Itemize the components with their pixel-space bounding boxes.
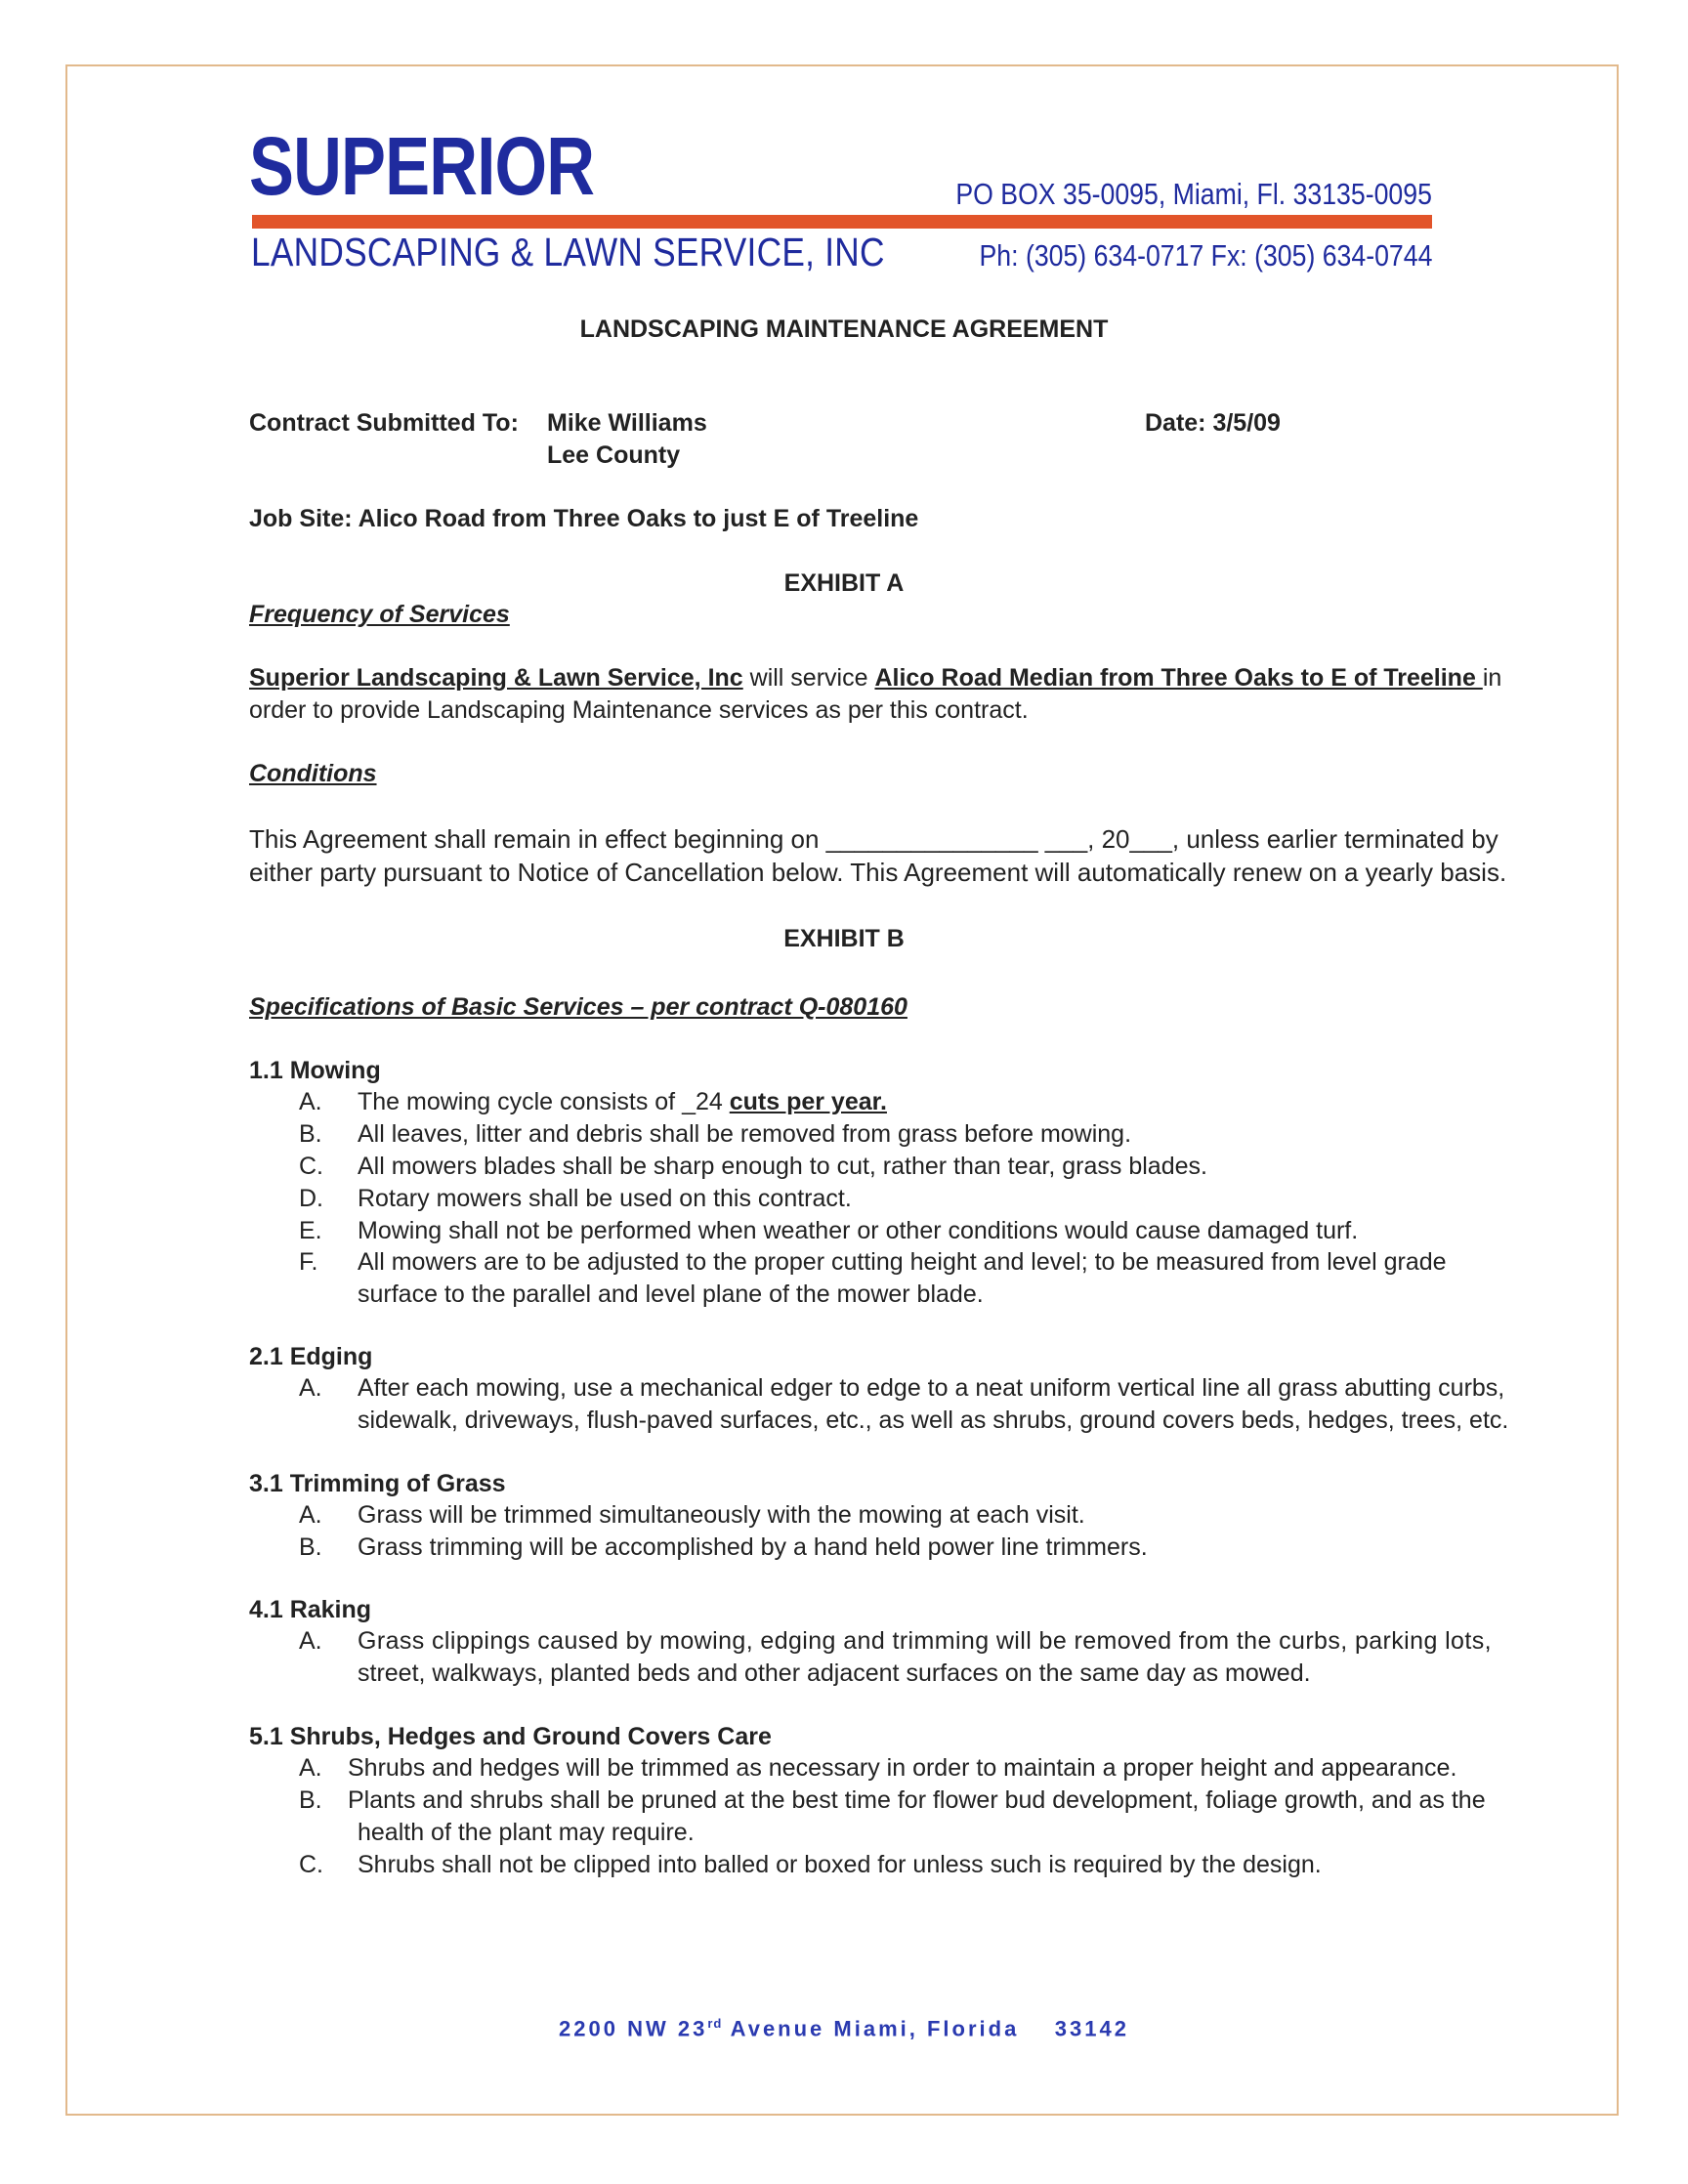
specifications-heading: Specifications of Basic Services – per contract Q-080160 [249,993,907,1021]
contract-date: Date: 3/5/09 [1145,409,1281,437]
mowing-item-e: Mowing shall not be performed when weather or other conditions would cause damaged turf. [358,1217,1359,1244]
phone-fax: Ph: (305) 634-0717 Fx: (305) 634-0744 [979,238,1432,273]
mowing-item-b: All leaves, litter and debris shall be removed from grass before mowing. [358,1120,1132,1148]
raking-item-a-line1: Grass clippings caused by mowing, edging and trimming will be removed from the curbs, parking lots, [358,1627,1492,1655]
will-service-text: will service [742,664,875,692]
edging-item-a-line2: sidewalk, driveways, flush-paved surfaces, etc., as well as shrubs, ground covers beds, hedges, trees, etc. [358,1407,1509,1434]
section-trimming-title: 3.1 Trimming of Grass [249,1470,506,1497]
section-shrubs-title: 5.1 Shrubs, Hedges and Ground Covers Care [249,1723,772,1750]
frequency-heading: Frequency of Services [249,601,510,628]
conditions-heading: Conditions [249,760,377,787]
contract-submitted-label: Contract Submitted To: [249,409,519,437]
shrubs-item-b-line1: Plants and shrubs shall be pruned at the best time for flower bud development, foliage growth, and as the [348,1786,1486,1814]
footer-address-ordinal: rd [707,2016,723,2031]
footer-address-street: 2200 NW 23 [559,2016,708,2041]
shrubs-item-b-line2: health of the plant may require. [358,1819,695,1846]
conditions-line1: This Agreement shall remain in effect beginning on _______________ ___, 20___, unless earlier terminated by [249,824,1498,854]
company-logo-wordmark: SUPERIOR [249,120,595,212]
company-name: Superior Landscaping & Lawn Service, Inc [249,664,743,692]
in-text: in [1482,664,1502,692]
trimming-item-b: Grass trimming will be accomplished by a hand held power line trimmers. [358,1533,1148,1561]
letterhead-divider [252,215,1432,229]
raking-item-a-line2: street, walkways, planted beds and other adjacent surfaces on the same day as mowed. [358,1659,1311,1687]
list-letter: C. [299,1153,323,1180]
mowing-item-a-text: The mowing cycle consists of _24 [358,1088,730,1115]
list-letter: A. [299,1501,322,1529]
service-route: Alico Road Median from Three Oaks to E of Treeline [874,664,1483,692]
list-letter: A. [299,1627,322,1655]
exhibit-b-heading: EXHIBIT B [783,925,905,952]
list-letter: A. [299,1754,322,1782]
conditions-line2: either party pursuant to Notice of Cancellation below. This Agreement will automatically renew on a yearly basis. [249,858,1507,887]
company-subtitle: LANDSCAPING & LAWN SERVICE, INC [251,230,885,274]
footer-address [0,2016,1688,2041]
list-letter: A. [299,1374,322,1402]
client-county: Lee County [547,441,681,469]
section-mowing-title: 1.1 Mowing [249,1057,381,1084]
shrubs-item-c: Shrubs shall not be clipped into balled or boxed for unless such is required by the design. [358,1851,1322,1878]
client-name: Mike Williams [547,409,707,437]
list-letter: D. [299,1185,323,1212]
mowing-item-f-line2: surface to the parallel and level plane of the mower blade. [358,1281,984,1308]
section-edging-title: 2.1 Edging [249,1343,373,1370]
footer-address-city: Avenue Miami, Florida 33142 [722,2016,1129,2041]
trimming-item-a: Grass will be trimmed simultaneously with the mowing at each visit. [358,1501,1085,1529]
service-paragraph-line1 [249,663,1501,693]
shrubs-item-a: Shrubs and hedges will be trimmed as necessary in order to maintain a proper height and appearance. [348,1754,1457,1782]
exhibit-a-heading: EXHIBIT A [783,569,905,597]
list-letter: F. [299,1248,318,1276]
list-letter: B. [299,1786,322,1814]
mowing-item-c: All mowers blades shall be sharp enough to cut, rather than tear, grass blades. [358,1153,1207,1180]
mowing-item-f-line1: All mowers are to be adjusted to the proper cutting height and level; to be measured from level grade [358,1248,1447,1276]
list-letter: B. [299,1120,322,1148]
list-letter: B. [299,1533,322,1561]
document-title: LANDSCAPING MAINTENANCE AGREEMENT [579,315,1109,343]
mowing-item-d: Rotary mowers shall be used on this contract. [358,1185,852,1212]
po-box-address: PO BOX 35-0095, Miami, Fl. 33135-0095 [955,177,1432,211]
service-paragraph-line2: order to provide Landscaping Maintenance services as per this contract. [249,696,1029,724]
mowing-cuts-per-year: cuts per year. [729,1088,887,1115]
mowing-item-a [358,1087,887,1116]
edging-item-a-line1: After each mowing, use a mechanical edger to edge to a neat uniform vertical line all grass abutting curbs, [358,1374,1505,1402]
list-letter: E. [299,1217,322,1244]
list-letter: C. [299,1851,323,1878]
section-raking-title: 4.1 Raking [249,1596,372,1623]
job-site: Job Site: Alico Road from Three Oaks to just E of Treeline [249,505,919,532]
list-letter: A. [299,1088,322,1115]
